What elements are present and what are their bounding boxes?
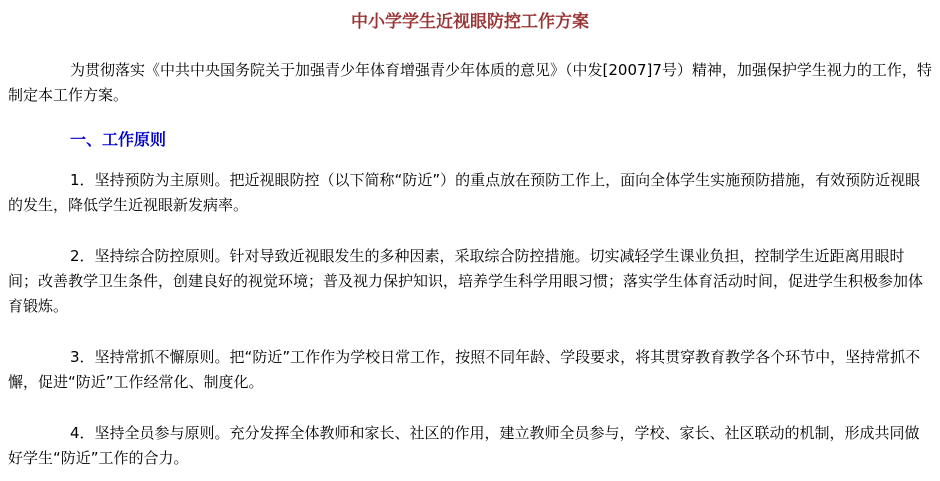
intro-paragraph: 为贯彻落实《中共中央国务院关于加强青少年体育增强青少年体质的意见》（中发[2007]7号）精神，加强保护学生视力的工作，特制定本工作方案。: [8, 61, 932, 104]
principle-paragraph-1: 1．坚持预防为主原则。把近视眼防控（以下简称“防近”）的重点放在预防工作上，面向全体学生实施预防措施，有效预防近视眼的发生，降低学生近视眼新发病率。: [8, 171, 921, 214]
section-heading-work-principles: 一、工作原则: [70, 130, 167, 149]
principle-paragraph-4: 4．坚持全员参与原则。充分发挥全体教师和家长、社区的作用，建立教师全员参与，学校、家长、社区联动的机制，形成共同做好学生“防近”工作的合力。: [8, 424, 920, 467]
principle-paragraph-3: 3．坚持常抓不懈原则。把“防近”工作作为学校日常工作，按照不同年龄、学段要求，将其贯穿教育教学各个环节中，坚持常抓不懈，促进“防近”工作经常化、制度化。: [8, 348, 921, 391]
principle-paragraph-2: 2．坚持综合防控原则。针对导致近视眼发生的多种因素，采取综合防控措施。切实减轻学生课业负担，控制学生近距离用眼时间；改善教学卫生条件，创建良好的视觉环境；普及视力保护知识，培养学生科学用眼习惯；落实学生体育活动时间，促进学生积极参加体育锻炼。: [8, 247, 924, 315]
document-title: 中小学学生近视眼防控工作方案: [351, 12, 589, 32]
